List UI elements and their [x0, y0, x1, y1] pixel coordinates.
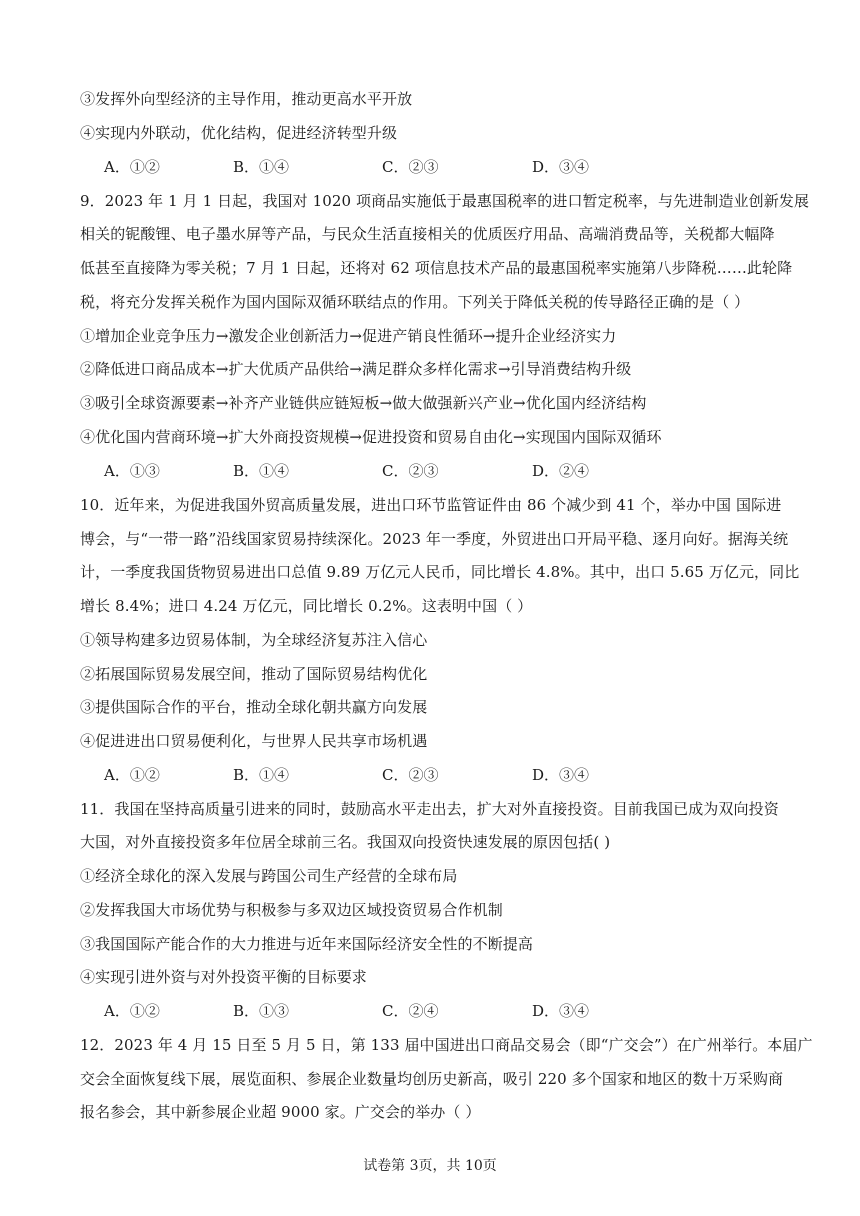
option-c: C．②④	[382, 1002, 439, 1020]
answer-options-q11	[104, 1000, 784, 1022]
option-b: B．①④	[233, 462, 290, 480]
statement: ①领导构建多边贸易体制，为全球经济复苏注入信心	[80, 631, 428, 649]
question-11-text: 11．我国在坚持高质量引进来的同时，鼓励高水平走出去，扩大对外直接投资。目前我国已成为双向投资	[80, 800, 779, 818]
answer-options-q10	[104, 764, 784, 786]
statement: ②发挥我国大市场优势与积极参与多双边区域投资贸易合作机制	[80, 901, 503, 919]
question-9-text: 9．2023 年 1 月 1 日起，我国对 1020 项商品实施低于最惠国税率的进口暂定税率，与先进制造业创新发展	[80, 192, 810, 210]
option-d: D．③④	[532, 1002, 590, 1020]
statement: ④实现引进外资与对外投资平衡的目标要求	[80, 968, 367, 986]
option-c: C．②③	[382, 158, 439, 176]
option-d: D．②④	[532, 462, 590, 480]
text-line: ④实现内外联动，优化结构，促进经济转型升级	[80, 124, 398, 142]
page-footer: 试卷第 3页，共 10页	[363, 1158, 497, 1174]
option-d: D．③④	[532, 158, 590, 176]
option-a: A．①②	[104, 158, 160, 176]
option-c: C．②③	[382, 766, 439, 784]
option-c: C．②③	[382, 462, 439, 480]
question-12-text: 12．2023 年 4 月 15 日至 5 月 5 日，第 133 届中国进出口商品交易会（即“广交会”）在广州举行。本届广	[80, 1036, 813, 1054]
option-a: A．①②	[104, 766, 160, 784]
option-d: D．③④	[532, 766, 590, 784]
text-line: 增长 8.4%；进口 4.24 万亿元，同比增长 0.2%。这表明中国（ ）	[80, 597, 533, 615]
option-b: B．①④	[233, 766, 290, 784]
statement: ②降低进口商品成本→扩大优质产品供给→满足群众多样化需求→引导消费结构升级	[80, 360, 632, 378]
answer-options-q8	[104, 156, 784, 178]
text-line: 大国，对外直接投资多年位居全球前三名。我国双向投资快速发展的原因包括( )	[80, 833, 611, 851]
statement: ①增加企业竞争压力→激发企业创新活力→促进产销良性循环→提升企业经济实力	[80, 327, 617, 345]
statement: ③我国国际产能合作的大力推进与近年来国际经济安全性的不断提高	[80, 935, 534, 953]
text-line: 相关的铌酸锂、电子墨水屏等产品，与民众生活直接相关的优质医疗用品、高端消费品等，关税都大幅降	[80, 225, 775, 243]
statement: ③吸引全球资源要素→补齐产业链供应链短板→做大做强新兴产业→优化国内经济结构	[80, 394, 647, 412]
option-b: B．①③	[233, 1002, 290, 1020]
text-line: 低甚至直接降为零关税；7 月 1 日起，还将对 62 项信息技术产品的最惠国税率实施第八步降税……此轮降	[80, 259, 793, 277]
option-b: B．①④	[233, 158, 290, 176]
option-a: A．①③	[104, 462, 160, 480]
statement: ④促进进出口贸易便利化，与世界人民共享市场机遇	[80, 732, 428, 750]
statement: ④优化国内营商环境→扩大外商投资规模→促进投资和贸易自由化→实现国内国际双循环	[80, 428, 662, 446]
option-a: A．①②	[104, 1002, 160, 1020]
text-line: 税，将充分发挥关税作为国内国际双循环联结点的作用。下列关于降低关税的传导路径正确的是（ ）	[80, 293, 750, 311]
statement: ①经济全球化的深入发展与跨国公司生产经营的全球布局	[80, 867, 458, 885]
text-line: 博会，与“一带一路”沿线国家贸易持续深化。2023 年一季度，外贸进出口开局平稳、逐月向好。据海关统	[80, 530, 789, 548]
answer-options-q9	[104, 460, 784, 482]
text-line: ③发挥外向型经济的主导作用，推动更高水平开放	[80, 90, 413, 108]
text-line: 报名参会，其中新参展企业超 9000 家。广交会的举办（ ）	[80, 1103, 481, 1121]
statement: ②拓展国际贸易发展空间，推动了国际贸易结构优化	[80, 665, 428, 683]
text-line: 交会全面恢复线下展，展览面积、参展企业数量均创历史新高，吸引 220 多个国家和地区的数十万采购商	[80, 1070, 784, 1088]
question-10-text: 10．近年来，为促进我国外贸高质量发展，进出口环节监管证件由 86 个减少到 41 个，举办中国 国际进	[80, 496, 782, 514]
text-line: 计，一季度我国货物贸易进出口总值 9.89 万亿元人民币，同比增长 4.8%。其中，出口 5.65 万亿元，同比	[80, 563, 800, 581]
statement: ③提供国际合作的平台，推动全球化朝共赢方向发展	[80, 698, 428, 716]
